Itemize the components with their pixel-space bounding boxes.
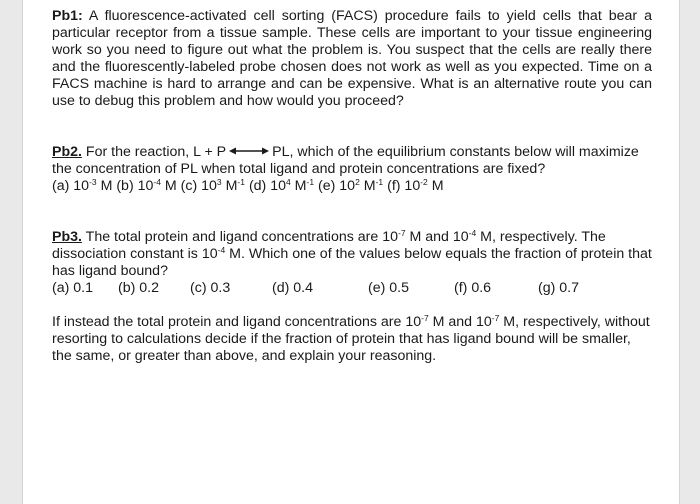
followup-text: If instead the total protein and ligand concentrations are 10 xyxy=(52,314,422,330)
exponent: -7 xyxy=(398,228,406,238)
option-b: (b) 0.2 xyxy=(118,280,160,296)
problem-2-label: Pb2. xyxy=(52,144,82,160)
problem-3-followup xyxy=(52,314,652,365)
problem-3 xyxy=(52,229,652,280)
problem-3-text: The total protein and ligand concentrations are 10 xyxy=(81,229,398,245)
option-g: (g) 0.7 xyxy=(538,280,580,296)
problem-3-text: M, respectively. The dissociation constant is 10 xyxy=(52,229,606,262)
exponent: -3 xyxy=(89,177,97,187)
option-unit: M xyxy=(160,178,181,194)
option-value: (d) 10 xyxy=(248,178,286,194)
problem-3-text: M and 10 xyxy=(405,229,469,245)
option-a: (a) 0.1 xyxy=(52,280,94,296)
option-c: (c) 0.3 xyxy=(190,280,231,296)
problem-1-text: A fluorescence-activated cell sorting (FACS) procedure fails to yield cells that bear a particular receptor from a tissue sample. These cells are important to your tissue engineering work so you need to figure out what the problem is. You suspect that the cells are really there and the fluorescently-labeled probe chosen does not work as well as you expected. Time on a FACS machine is hard to arrange and can be expensive. What is an alternative route you can use to debug this problem and how would you proceed? xyxy=(52,8,652,109)
exponent: -7 xyxy=(491,313,500,323)
option-value: (c) 10 xyxy=(180,178,217,194)
exponent: -4 xyxy=(217,245,226,255)
problem-1-label: Pb1: xyxy=(52,8,83,24)
option-e: (e) 0.5 xyxy=(368,280,410,296)
exponent: -7 xyxy=(421,313,429,323)
exponent: -1 xyxy=(375,177,384,187)
option-unit: M xyxy=(359,178,376,194)
problem-3-label: Pb3. xyxy=(52,229,82,245)
exponent: -4 xyxy=(468,228,477,238)
option-value: (f) 10 xyxy=(387,178,421,194)
exponent: -1 xyxy=(306,177,315,187)
problem-3-text: M. Which one of the values below equals the fraction of protein that has ligand bound? xyxy=(52,246,652,279)
exponent: -2 xyxy=(420,177,428,187)
document-content xyxy=(52,8,652,365)
problem-2-reaction-end: PL, which of the equilibrium constants below will maximize the concentration of PL when total ligand and protein concentrations are fixed? xyxy=(52,144,639,177)
problem-2-reaction-start: For the reaction, L + P xyxy=(81,144,227,160)
followup-text: M, respectively, without resorting to calculations decide if the fraction of protein that has ligand bound will be smaller, the same, or greater than above, and explain your reasoning. xyxy=(52,314,650,364)
problem-1 xyxy=(52,8,652,110)
problem-3-options xyxy=(52,280,652,297)
option-unit: M xyxy=(290,178,307,194)
exponent: 4 xyxy=(286,177,291,187)
option-d: (d) 0.4 xyxy=(272,280,314,296)
exponent: -4 xyxy=(153,177,161,187)
exponent: 3 xyxy=(216,177,222,187)
option-value: (e) 10 xyxy=(318,178,356,194)
problem-2-options xyxy=(52,178,652,195)
exponent: -1 xyxy=(237,177,245,187)
option-f: (f) 0.6 xyxy=(454,280,492,296)
equilibrium-arrow-icon xyxy=(229,146,269,156)
option-value: (a) 10 xyxy=(52,178,90,194)
option-unit: M xyxy=(96,178,117,194)
exponent: 2 xyxy=(355,177,360,187)
option-unit: M xyxy=(221,178,238,194)
followup-text: M and 10 xyxy=(428,314,492,330)
option-unit: M xyxy=(427,178,444,194)
problem-2 xyxy=(52,144,652,178)
option-value: (b) 10 xyxy=(116,178,154,194)
